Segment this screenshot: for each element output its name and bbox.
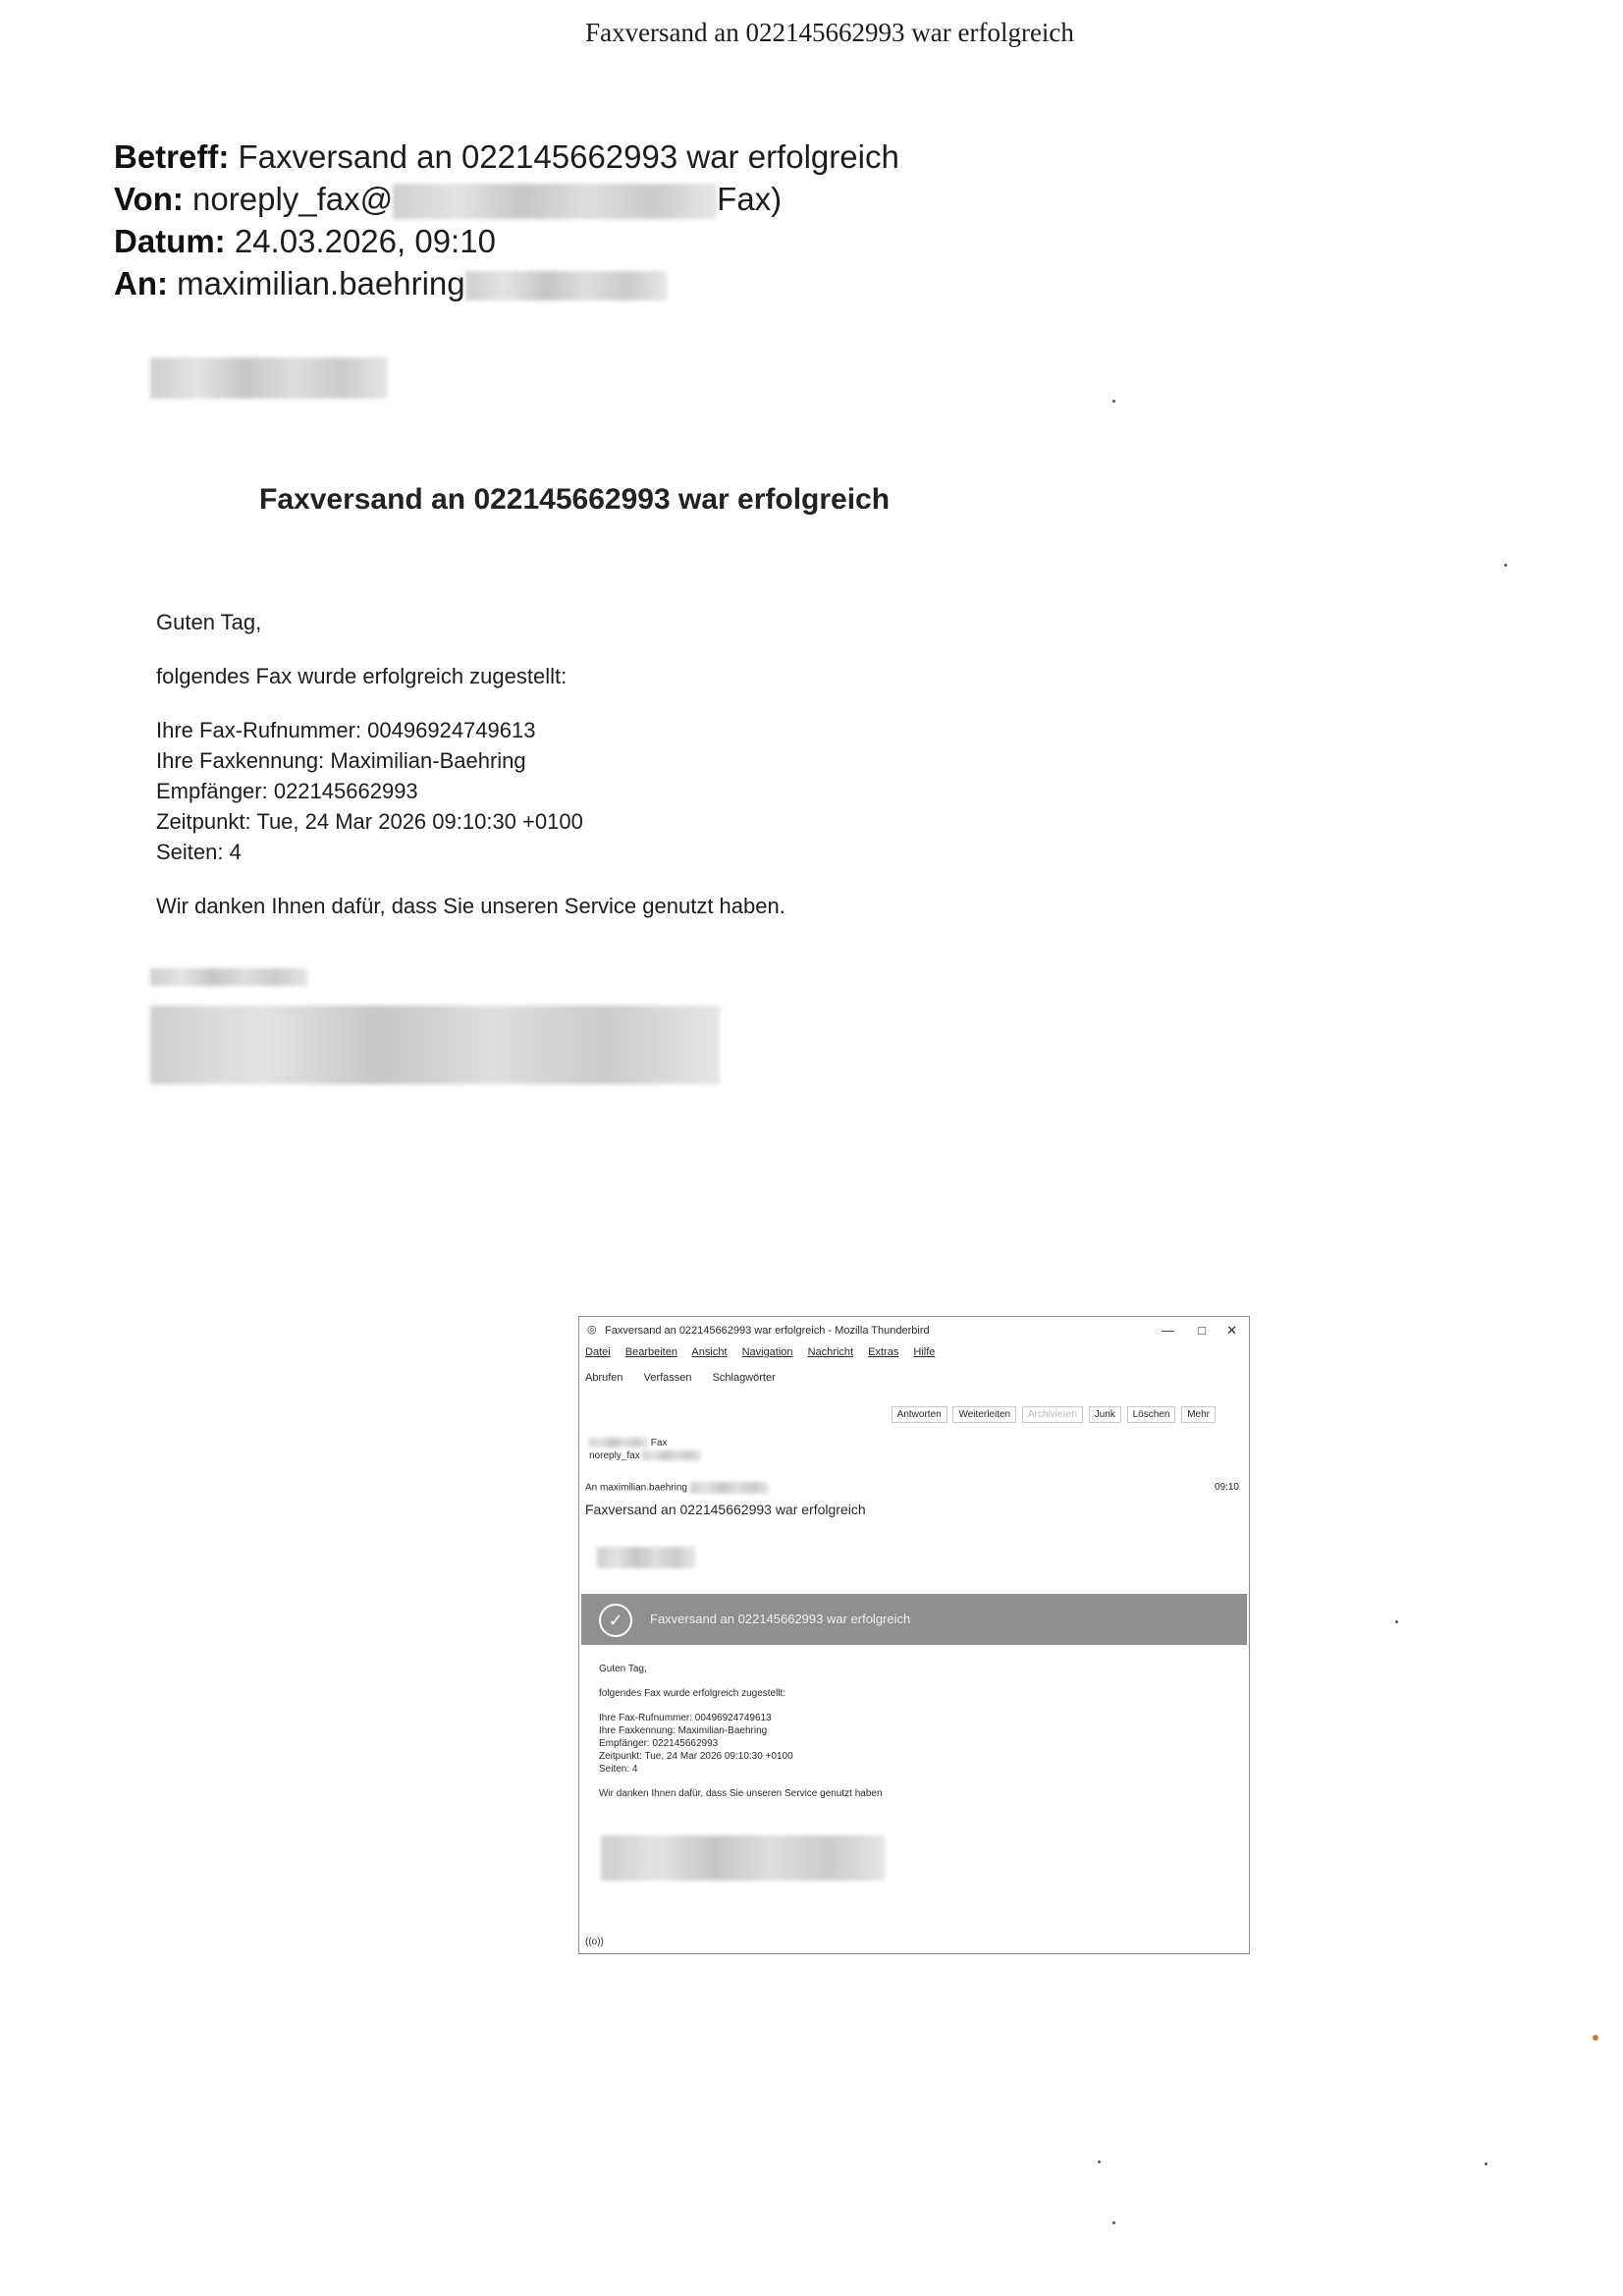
date-value: 24.03.2026, 09:10 [234, 223, 496, 259]
scan-speck [1098, 2160, 1101, 2163]
message-actions [889, 1409, 1216, 1420]
from-value-start: noreply_fax@ [192, 181, 394, 217]
scan-speck [1112, 400, 1115, 403]
write-button[interactable]: Verfassen [643, 1372, 692, 1384]
message-from [589, 1437, 701, 1462]
mail-body [156, 607, 785, 945]
from-row [114, 178, 899, 220]
redacted-logo [597, 1547, 695, 1568]
detail-line: Zeitpunkt: Tue, 24 Mar 2026 09:10:30 +0100 [156, 809, 583, 834]
menu-item[interactable]: Ansicht [691, 1346, 728, 1358]
thanks: Wir danken Ihnen dafür, dass Sie unseren Service genutzt haben. [156, 894, 785, 918]
redacted-block [465, 271, 667, 301]
to-row [114, 262, 899, 304]
menubar [585, 1346, 947, 1358]
scan-speck [1504, 564, 1507, 567]
subject-label: Betreff: [114, 138, 230, 175]
redacted-signature-small [150, 968, 307, 986]
scan-speck [1395, 1620, 1398, 1623]
scan-speck [1485, 2162, 1488, 2165]
redacted-block [642, 1450, 701, 1460]
status-icon: ((o)) [585, 1937, 604, 1947]
details-block [156, 715, 785, 867]
detail-line: Ihre Faxkennung: Maximilian-Baehring [156, 748, 526, 773]
from-value-end: Fax) [717, 181, 783, 217]
scan-speck [1593, 2035, 1598, 2041]
mail-header [114, 136, 899, 304]
message-to [585, 1482, 769, 1494]
menu-item[interactable]: Extras [868, 1346, 899, 1358]
redacted-signature [601, 1835, 886, 1881]
screenshot-body [599, 1663, 883, 1812]
mail-title: Faxversand an 022145662993 war erfolgreich [259, 483, 891, 516]
intro: folgendes Fax wurde erfolgreich zugestellt: [599, 1688, 786, 1699]
thunderbird-icon: ◎ [587, 1324, 597, 1336]
get-mail-button[interactable]: Abrufen [585, 1372, 623, 1384]
main-toolbar [585, 1372, 793, 1384]
to-value: maximilian.baehring [177, 265, 465, 301]
maximize-icon[interactable]: □ [1198, 1323, 1206, 1338]
detail-line: Zeitpunkt: Tue, 24 Mar 2026 09:10:30 +0100 [599, 1751, 793, 1762]
thanks: Wir danken Ihnen dafür, dass Sie unseren Service genutzt haben [599, 1788, 883, 1799]
menu-item[interactable]: Nachricht [807, 1346, 854, 1358]
detail-line: Empfänger: 022145662993 [599, 1738, 719, 1749]
banner-text: Faxversand an 022145662993 war erfolgreich [650, 1612, 911, 1626]
archive-button[interactable]: Archivieren [1022, 1406, 1083, 1423]
redacted-block [589, 1438, 648, 1448]
delete-button[interactable]: Löschen [1127, 1406, 1176, 1423]
message-subject: Faxversand an 022145662993 war erfolgreich [585, 1502, 866, 1517]
subject-value: Faxversand an 022145662993 war erfolgreich [238, 138, 899, 175]
subject-row [114, 136, 899, 178]
intro: folgendes Fax wurde erfolgreich zugestellt: [156, 664, 568, 688]
greeting: Guten Tag, [599, 1664, 647, 1674]
success-banner [581, 1594, 1247, 1645]
detail-line: Ihre Fax-Rufnummer: 00496924749613 [599, 1713, 772, 1723]
redacted-signature-large [150, 1006, 720, 1084]
to-label: An: [114, 265, 168, 301]
window-title: Faxversand an 022145662993 war erfolgreich - Mozilla Thunderbird [605, 1325, 930, 1337]
from-name: Fax [650, 1438, 668, 1449]
detail-line: Empfänger: 022145662993 [156, 779, 418, 803]
detail-line: Ihre Faxkennung: Maximilian-Baehring [599, 1725, 768, 1736]
greeting: Guten Tag, [156, 610, 262, 634]
to-line: An maximilian.baehring [585, 1482, 687, 1494]
minimize-icon[interactable]: — [1162, 1323, 1174, 1338]
date-row [114, 220, 899, 262]
from-label: Von: [114, 181, 184, 217]
redacted-block [393, 184, 717, 219]
scan-speck [1112, 2221, 1115, 2224]
menu-item[interactable]: Hilfe [913, 1346, 936, 1358]
redacted-logo [150, 357, 388, 399]
menu-item[interactable]: Navigation [741, 1346, 793, 1358]
reply-button[interactable]: Antworten [892, 1406, 947, 1423]
detail-line: Seiten: 4 [599, 1764, 638, 1775]
detail-line: Ihre Fax-Rufnummer: 00496924749613 [156, 718, 536, 742]
menu-item[interactable]: Datei [585, 1346, 611, 1358]
forward-button[interactable]: Weiterleiten [952, 1406, 1016, 1423]
detail-line: Seiten: 4 [156, 840, 242, 864]
close-icon[interactable]: ✕ [1226, 1323, 1237, 1338]
checkmark-icon: ✓ [599, 1604, 632, 1637]
tags-button[interactable]: Schlagwörter [712, 1372, 776, 1384]
redacted-block [690, 1482, 769, 1494]
print-title: Faxversand an 022145662993 war erfolgreich [585, 18, 1074, 47]
from-addr: noreply_fax [589, 1450, 640, 1461]
message-time: 09:10 [1214, 1482, 1239, 1493]
date-label: Datum: [114, 223, 226, 259]
menu-item[interactable]: Bearbeiten [624, 1346, 677, 1358]
details-block [599, 1712, 883, 1776]
more-button[interactable]: Mehr [1181, 1406, 1216, 1423]
window-titlebar [585, 1321, 1243, 1340]
thunderbird-screenshot [578, 1316, 1250, 1954]
junk-button[interactable]: Junk [1089, 1406, 1121, 1423]
